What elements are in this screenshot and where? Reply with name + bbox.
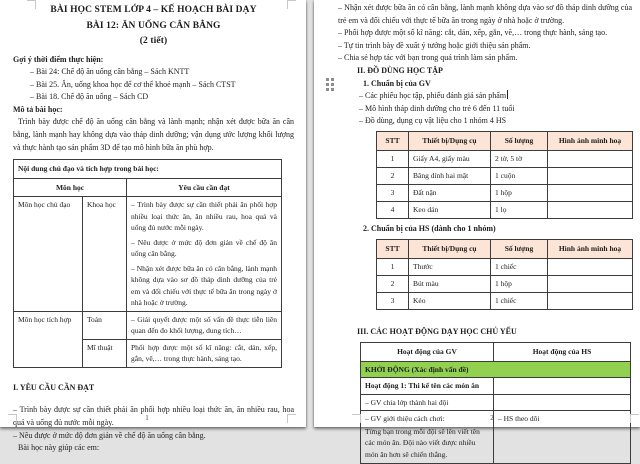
- cell-image: [548, 167, 633, 184]
- table-row: [361, 378, 631, 395]
- table-row: [377, 201, 633, 218]
- col-header-image: Hình ảnh minh hoạ: [548, 131, 633, 150]
- cell-quantity: 1 hộp: [491, 275, 548, 292]
- col-header-device: Thiết bị/Dụng cụ: [409, 239, 491, 258]
- suggest-item: – Bài 24: Chế độ ăn uống cân bằng – Sách KNTT: [30, 67, 190, 77]
- gv-equipment-table: [376, 131, 633, 219]
- table-row: [377, 150, 633, 167]
- text-boundary-mark: [352, 414, 361, 423]
- cell-image: [548, 258, 633, 275]
- doc-title-line1: BÀI HỌC STEM LỚP 4 – KẾ HOẠCH BÀI DẠY: [50, 5, 257, 15]
- cell-main-label: Môn học chủ đạo: [14, 197, 83, 312]
- bullet-item: – Phối hợp được một số kĩ năng: cắt, dán, xếp, gắn, vẽ,… trong thực hành, sáng tạo.: [338, 28, 608, 38]
- table-row: [361, 343, 631, 362]
- requirement-item: – Trình bày được sự cần thiết phải ăn phối hợp nhiều loại thức ăn, ăn nhiều rau, hoa quả và uống đủ nước mỗi ngày.: [13, 405, 294, 427]
- cell-math-point: [127, 311, 282, 339]
- gv-item: [338, 90, 632, 103]
- col-header-stt: STT: [377, 239, 409, 258]
- cell-quantity: 1 chiếc: [491, 258, 548, 275]
- cell-integrated-label: Môn học tích hợp: [14, 311, 83, 367]
- cell-image: [548, 201, 633, 218]
- document-page-1[interactable]: [0, 0, 306, 453]
- cell-device: Giấy A4, giấy màu: [409, 150, 491, 167]
- cell-quantity: 1 hộp: [491, 184, 548, 201]
- cell-quantity: 1 chiếc: [491, 292, 548, 309]
- cell-main-subject: Khoa học: [83, 197, 127, 312]
- cell-gv-activity: – GV chia lớp thành hai đội: [361, 394, 494, 411]
- cell-art-point: [127, 339, 282, 367]
- text-caret-icon: [507, 90, 508, 99]
- bullet-item: – Tự tin trình bày đề xuất ý tưởng hoặc giới thiệu sản phẩm.: [338, 40, 531, 50]
- requirement-point: – Trình bày được sự cần thiết phải ăn phối hợp nhiều loại thức ăn, ăn nhiều rau, hoa quả và uống đủ nước mỗi ngày.: [131, 200, 278, 233]
- table-row: [377, 258, 633, 275]
- col-header-image: Hình ảnh minh hoạ: [548, 239, 633, 258]
- bullet-item: – Nhận xét được bữa ăn có cân bằng, lành mạnh không dựa vào sơ đồ tháp dinh dưỡng của trẻ em và đối chiếu với thực tế bữa ăn trong ngày ở nhà hoặc ở trường.: [338, 3, 632, 25]
- table-row: [14, 197, 282, 312]
- cell-image: [548, 184, 633, 201]
- document-page-2[interactable]: [314, 0, 640, 459]
- closing-line: Bài học này giúp các em:: [18, 443, 100, 453]
- header-subject: Môn học: [14, 178, 127, 197]
- cell-device: Băng dính hai mặt: [409, 167, 491, 184]
- requirement-point: Phối hợp được một số kĩ năng: cắt, dán, xếp, gắn, vẽ,… trong thực hành, sáng tạo.: [131, 342, 278, 364]
- hs-sub-heading: 2. Chuẩn bị của HS (dành cho 1 nhóm): [363, 223, 496, 233]
- requirement-point: – Nhận xét được bữa ăn có cân bằng, lành mạnh không dựa vào sơ đồ tháp dinh dưỡng của trẻ em và đối chiếu với thực tế bữa ăn trong ngày ở nhà hoặc ở trường.: [131, 263, 278, 308]
- cell-quantity: 2 tờ, 5 tờ: [491, 150, 548, 167]
- doc-title-duration: (2 tiết): [139, 36, 168, 46]
- cell-quantity: 1 lọ: [491, 201, 548, 218]
- cell-hs-activity: [494, 394, 631, 411]
- cell-device: Keo dán: [409, 201, 491, 218]
- gv-item: – Mô hình tháp dinh dưỡng cho trẻ 6 đến 11 tuổi: [359, 103, 515, 113]
- col-header-stt: STT: [377, 131, 409, 150]
- cell-main-points: [127, 197, 282, 312]
- drag-handle-icon[interactable]: [326, 78, 338, 94]
- bullet-item: – Chia sẻ hợp tác với bạn trong quá trình làm sản phẩm.: [338, 53, 518, 63]
- text-boundary-mark: [8, 414, 17, 423]
- cell-device: Bút màu: [409, 275, 491, 292]
- table-row: [377, 239, 633, 258]
- col-header-quantity: Số lượng: [491, 131, 548, 150]
- content-integration-table: [13, 159, 282, 368]
- gv-item: – Đồ dùng, dụng cụ vật liệu cho 1 nhóm 4 HS: [359, 116, 507, 126]
- table-row: [377, 167, 633, 184]
- description-heading: Mô tả bài học:: [13, 104, 63, 114]
- cell-device: Thước: [409, 258, 491, 275]
- cell-image: [548, 150, 633, 167]
- cell-subject-math: Toán: [83, 311, 127, 339]
- header-requirement: Yêu cầu cần đạt: [127, 178, 282, 197]
- cell-image: [548, 275, 633, 292]
- requirement-point: – Giải quyết được một số vấn đề thực tiễn liên quan đến đo khối lượng, dung tích…: [131, 314, 278, 336]
- cell-stt: 3: [377, 292, 409, 309]
- suggest-item: – Bài 25. Ăn, uống khoa học để cơ thể khoẻ mạnh – Sách CTST: [30, 79, 236, 89]
- requirement-point: – Nêu được ở mức độ đơn giản về chế độ ăn uống cân bằng.: [131, 237, 278, 259]
- table-row: [377, 131, 633, 150]
- cell-image: [548, 292, 633, 309]
- table-row: [14, 311, 282, 339]
- cell-subject-art: Mĩ thuật: [83, 339, 127, 367]
- table-row: [361, 394, 631, 411]
- cell-hs-activity: – HS theo dõi: [494, 411, 631, 464]
- text-boundary-mark: [287, 0, 296, 9]
- hs-equipment-table: [376, 239, 633, 310]
- cell-device: Kéo: [409, 292, 491, 309]
- page-number: 2: [490, 414, 494, 422]
- description-paragraph: Trình bày được chế độ ăn uống cân bằng và lành mạnh; nhận xét được bữa ăn cân bằng, lành mạnh hay không dựa vào tháp dinh dưỡng; vận dụng ước lượng khối lượng và thực hành tạo sản phẩm 3D để tạo mô hình bữa ăn phù hợp.: [13, 117, 294, 152]
- cell-gv-activity: Hoạt động 1: Thi kể tên các món ăn: [361, 378, 494, 395]
- text-boundary-mark: [287, 414, 296, 423]
- section-2-heading: II. ĐỒ DÙNG HỌC TẬP: [357, 65, 443, 75]
- doc-title-line2: BÀI 12: ĂN UỐNG CÂN BẰNG: [86, 20, 221, 31]
- gv-item-text: – Các phiếu học tập, phiếu đánh giá sản phẩm: [359, 91, 507, 101]
- section-1-heading: I. YÊU CẦU CẦN ĐẠT: [13, 382, 95, 392]
- gv-activity-line: Từng bạn trong mỗi đội sẽ lên viết tên các món ăn. Đội nào viết được nhiều món ăn hơn sẽ chiến thắng.: [365, 426, 480, 459]
- cell-stt: 4: [377, 201, 409, 218]
- text-boundary-mark: [630, 414, 639, 423]
- col-header-quantity: Số lượng: [491, 239, 548, 258]
- gv-sub-heading: 1. Chuẩn bị của GV: [363, 78, 431, 88]
- col-header-device: Thiết bị/Dụng cụ: [409, 131, 491, 150]
- section-3-heading: III. CÁC HOẠT ĐỘNG DẠY HỌC CHỦ YẾU: [357, 326, 517, 336]
- table-row: [361, 361, 631, 378]
- cell-quantity: 1 cuộn: [491, 167, 548, 184]
- cell-stt: 2: [377, 275, 409, 292]
- cell-device: Đất nặn: [409, 184, 491, 201]
- cell-gv-activity: [361, 411, 494, 464]
- table-row: [377, 184, 633, 201]
- cell-stt: 2: [377, 167, 409, 184]
- text-boundary-mark: [27, 0, 36, 9]
- col-header-hs-activity: Hoạt động của HS: [494, 343, 631, 362]
- table-row: [377, 275, 633, 292]
- cell-hs-activity: [494, 378, 631, 395]
- activities-table: [360, 342, 631, 464]
- content-table-caption: Nội dung chủ đạo và tích hợp trong bài học:: [14, 160, 282, 179]
- table-row: [14, 178, 282, 197]
- suggest-heading: Gợi ý thời điểm thực hiện:: [13, 54, 104, 64]
- page-number: 1: [145, 414, 149, 422]
- col-header-gv-activity: Hoạt động của GV: [361, 343, 494, 362]
- cell-stt: 3: [377, 184, 409, 201]
- phase-row-warmup: KHỞI ĐỘNG (Xác định vấn đề): [361, 361, 631, 378]
- table-row: [14, 160, 282, 179]
- requirement-item: – Nêu được ở mức độ đơn giản về chế độ ăn uống cân bằng.: [13, 430, 206, 440]
- cell-stt: 1: [377, 258, 409, 275]
- gv-activity-line: – GV giới thiệu cách chơi:: [365, 414, 445, 424]
- suggest-item: – Bài 18. Chế độ ăn uống – Sách CD: [30, 92, 149, 102]
- table-row: [377, 292, 633, 309]
- cell-stt: 1: [377, 150, 409, 167]
